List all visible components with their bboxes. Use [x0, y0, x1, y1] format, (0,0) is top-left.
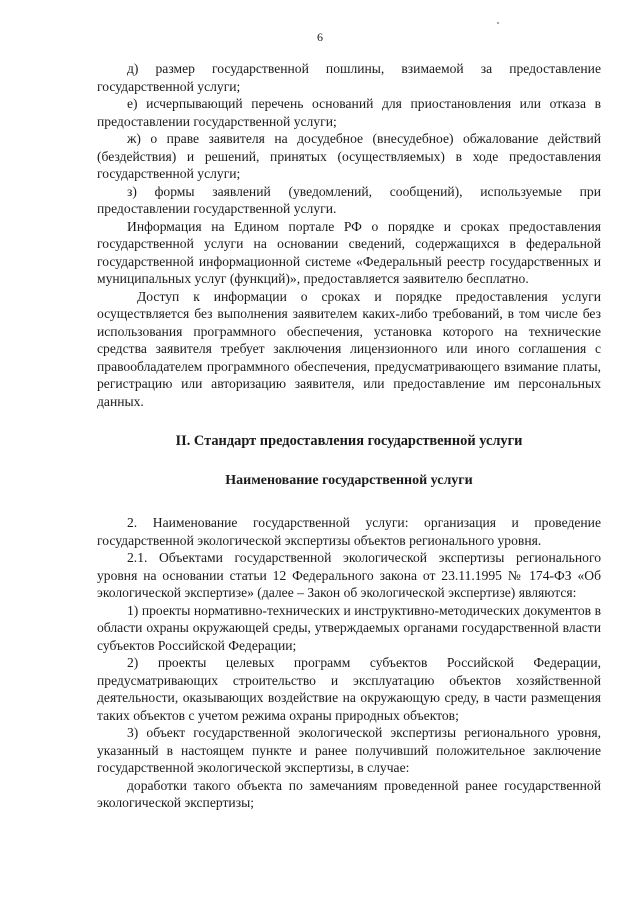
paragraph-list-item-2: 2) проекты целевых программ субъектов Российской Федерации, предусматривающих строительство и эксплуатацию объектов хозяйственной деятельности, оказывающих воздействие на окружающую среду, в части размещения таких объектов с учетом режима охраны природных объектов; [97, 655, 601, 723]
paragraph-portal-info: Информация на Едином портале РФ о порядке и сроках предоставления государственной услуги на основании сведений, содержащихся в федеральной государственной информационной системе «Федеральный реестр государственных и муниципальных услуг (функций)», предоставляется заявителю бесплатно. [97, 218, 601, 286]
paragraph-revision-case: доработки такого объекта по замечаниям проведенной ранее государственной экологической экспертизы; [97, 777, 601, 810]
paragraph-list-item-3: 3) объект государственной экологической экспертизы регионального уровня, указанный в настоящем пункте и ранее получивший положительное заключение государственной экологической экспертизы, в случае: [97, 725, 601, 775]
paragraph-clause-2: 2. Наименование государственной услуги: организация и проведение государственной экологической экспертизы объектов регионального уровня. [97, 515, 601, 548]
section-heading: II. Стандарт предоставления государственной услуги [175, 433, 523, 449]
paragraph-clause-2-1: 2.1. Объектами государственной экологической экспертизы регионального уровня на основании статьи 12 Федерального закона от 23.11.1995 № 174-ФЗ «Об экологической экспертизе» (далее – Закон об экологической экспертизе) являются: [97, 550, 601, 600]
paragraph-item-z: з) формы заявлений (уведомлений, сообщений), используемые при предоставлении государственной услуги. [97, 183, 601, 216]
paragraph-list-item-1: 1) проекты нормативно-технических и инструктивно-методических документов в области охраны окружающей среды, утверждаемых органами государственной власти субъектов Российской Федерации; [97, 602, 601, 653]
paragraph-access-info: Доступ к информации о сроках и порядке предоставления услуги осуществляется без выполнения заявителем каких-либо требований, в том числе без использования программного обеспечения, установка которого на технические средства заявителя требует заключения лицензионного или иного соглашения с правообладателем программного обеспечения, предусматривающего взимание платы, регистрацию или авторизацию заявителя, или предоставление им персональных данных. [97, 288, 601, 409]
scan-speck [497, 22, 499, 24]
paragraph-item-zh: ж) о праве заявителя на досудебное (внесудебное) обжалование действий (бездействия) и решений, принятых (осуществляемых) в ходе предоставления государственной услуги; [97, 131, 601, 181]
subsection-heading: Наименование государственной услуги [225, 473, 473, 488]
paragraph-item-d: д) размер государственной пошлины, взимаемой за предоставление государственной услуги; [97, 61, 601, 94]
document-body [97, 60, 601, 812]
page-number: 6 [317, 30, 323, 44]
paragraph-item-e: е) исчерпывающий перечень оснований для приостановления или отказа в предоставлении государственной услуги; [97, 96, 601, 129]
